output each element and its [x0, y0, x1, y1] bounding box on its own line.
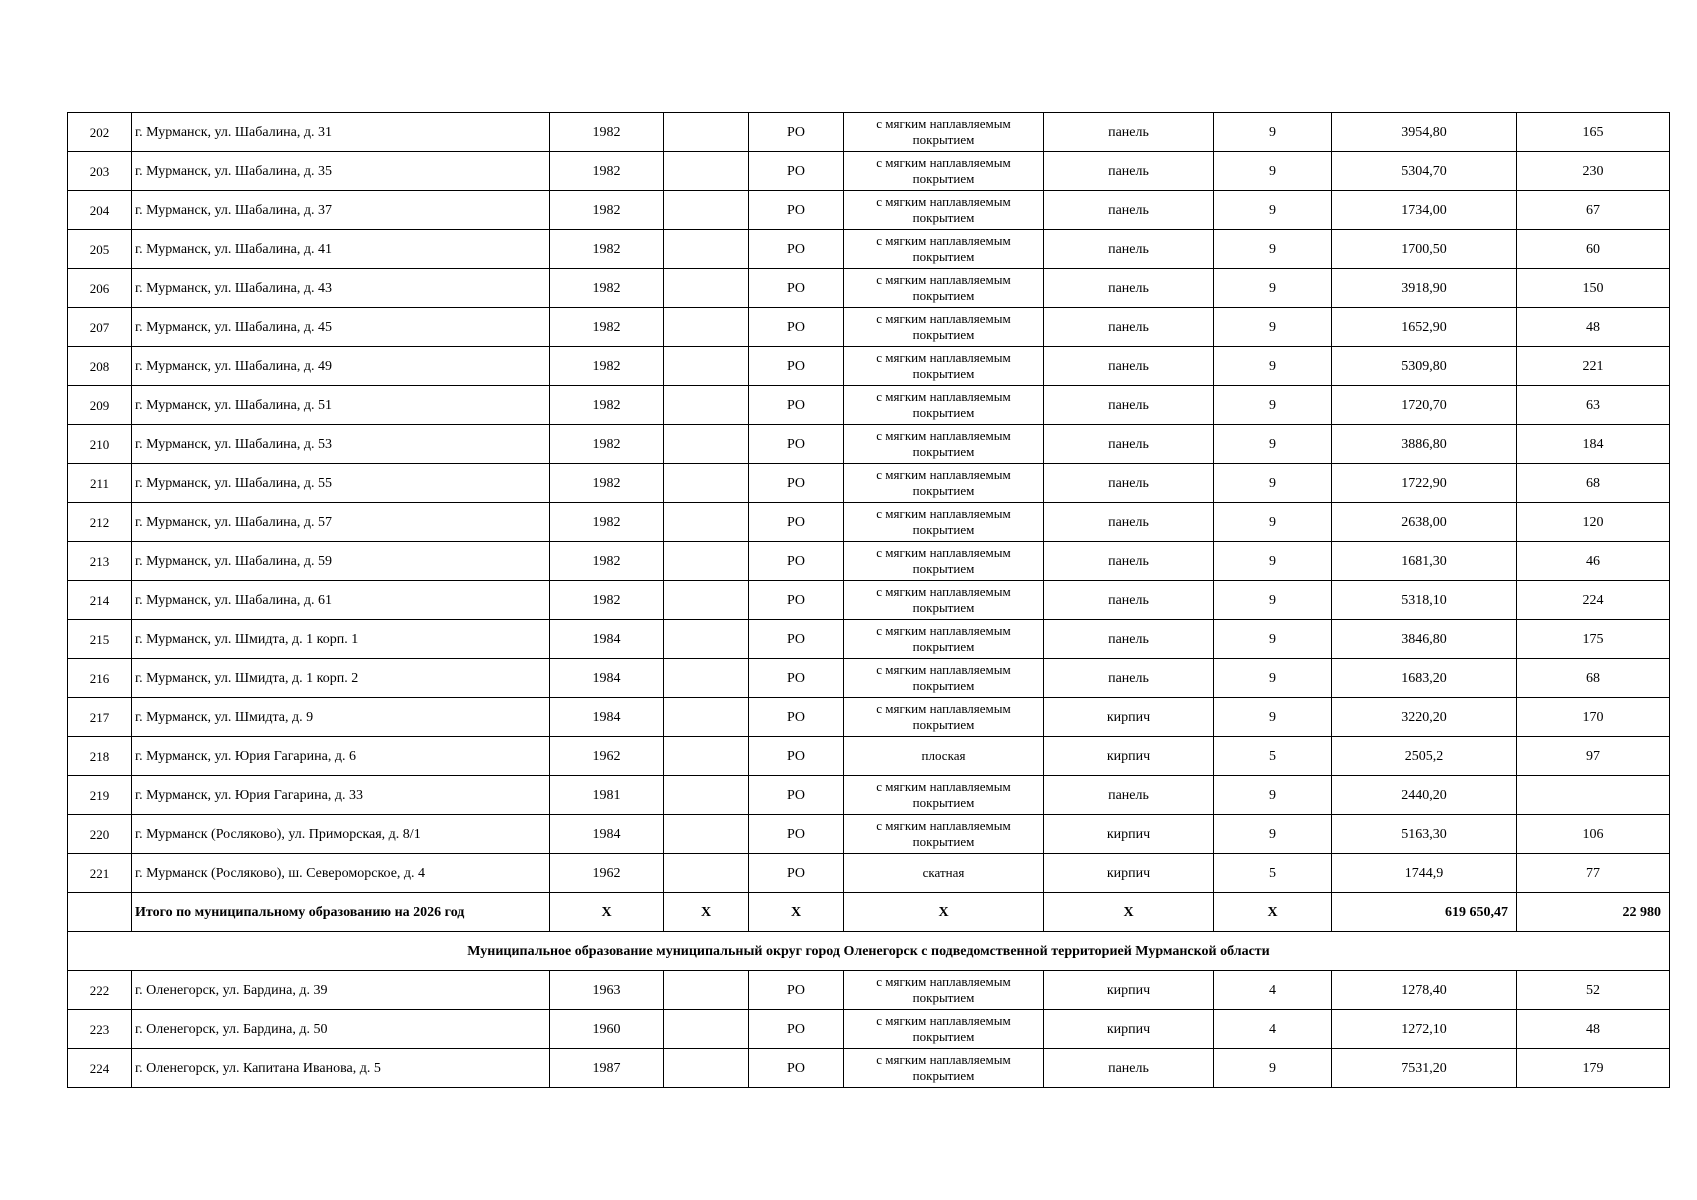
year-cell: 1982 [550, 386, 664, 425]
floors-cell: 9 [1214, 308, 1332, 347]
wall-material-cell: панель [1044, 269, 1214, 308]
floors-cell: 9 [1214, 620, 1332, 659]
roof-type-cell: с мягким наплавляемым покрытием [844, 230, 1044, 269]
empty-cell [664, 776, 749, 815]
empty-cell [664, 464, 749, 503]
total-number-cell [68, 893, 132, 932]
address-cell: г. Мурманск, ул. Шабалина, д. 59 [132, 542, 550, 581]
empty-cell [664, 542, 749, 581]
table-row [68, 113, 1670, 152]
roof-type-cell: с мягким наплавляемым покрытием [844, 269, 1044, 308]
row-number: 212 [68, 503, 132, 542]
roof-type-cell: с мягким наплавляемым покрытием [844, 815, 1044, 854]
area-cell: 1278,40 [1332, 971, 1517, 1010]
ro-cell: РО [749, 191, 844, 230]
roof-type-cell: с мягким наплавляемым покрытием [844, 971, 1044, 1010]
residents-cell: 170 [1517, 698, 1670, 737]
ro-cell: РО [749, 230, 844, 269]
roof-type-cell: с мягким наплавляемым покрытием [844, 386, 1044, 425]
table-row [68, 503, 1670, 542]
table-row [68, 464, 1670, 503]
ro-cell: РО [749, 581, 844, 620]
roof-type-cell: с мягким наплавляемым покрытием [844, 659, 1044, 698]
area-cell: 5304,70 [1332, 152, 1517, 191]
total-x-mark: X [844, 893, 1044, 932]
roof-type-cell: с мягким наплавляемым покрытием [844, 1010, 1044, 1049]
year-cell: 1982 [550, 503, 664, 542]
ro-cell: РО [749, 698, 844, 737]
floors-cell: 9 [1214, 1049, 1332, 1088]
table-body-murmansk [68, 113, 1670, 893]
wall-material-cell: панель [1044, 581, 1214, 620]
wall-material-cell: панель [1044, 542, 1214, 581]
residents-cell: 68 [1517, 464, 1670, 503]
table-row [68, 191, 1670, 230]
residents-cell: 48 [1517, 308, 1670, 347]
table-row [68, 1049, 1670, 1088]
ro-cell: РО [749, 425, 844, 464]
ro-cell: РО [749, 269, 844, 308]
year-cell: 1962 [550, 737, 664, 776]
address-cell: г. Мурманск, ул. Шабалина, д. 43 [132, 269, 550, 308]
row-number: 223 [68, 1010, 132, 1049]
ro-cell: РО [749, 386, 844, 425]
empty-cell [664, 659, 749, 698]
total-label: Итого по муниципальному образованию на 2026 год [132, 893, 550, 932]
ro-cell: РО [749, 347, 844, 386]
residents-cell: 60 [1517, 230, 1670, 269]
row-number: 214 [68, 581, 132, 620]
table-row [68, 698, 1670, 737]
row-number: 224 [68, 1049, 132, 1088]
floors-cell: 9 [1214, 776, 1332, 815]
ro-cell: РО [749, 971, 844, 1010]
empty-cell [664, 269, 749, 308]
wall-material-cell: панель [1044, 1049, 1214, 1088]
row-number: 216 [68, 659, 132, 698]
residents-cell [1517, 776, 1670, 815]
wall-material-cell: панель [1044, 230, 1214, 269]
address-cell: г. Оленегорск, ул. Бардина, д. 39 [132, 971, 550, 1010]
ro-cell: РО [749, 737, 844, 776]
floors-cell: 5 [1214, 854, 1332, 893]
address-cell: г. Мурманск, ул. Шабалина, д. 53 [132, 425, 550, 464]
empty-cell [664, 1049, 749, 1088]
address-cell: г. Мурманск, ул. Шабалина, д. 57 [132, 503, 550, 542]
table-row [68, 620, 1670, 659]
year-cell: 1984 [550, 698, 664, 737]
wall-material-cell: панель [1044, 308, 1214, 347]
address-cell: г. Мурманск, ул. Шабалина, д. 45 [132, 308, 550, 347]
area-cell: 1681,30 [1332, 542, 1517, 581]
ro-cell: РО [749, 776, 844, 815]
wall-material-cell: панель [1044, 659, 1214, 698]
empty-cell [664, 191, 749, 230]
year-cell: 1982 [550, 347, 664, 386]
roof-type-cell: с мягким наплавляемым покрытием [844, 1049, 1044, 1088]
total-row [68, 893, 1670, 932]
wall-material-cell: панель [1044, 776, 1214, 815]
row-number: 221 [68, 854, 132, 893]
area-cell: 2505,2 [1332, 737, 1517, 776]
year-cell: 1982 [550, 425, 664, 464]
row-number: 222 [68, 971, 132, 1010]
residents-cell: 52 [1517, 971, 1670, 1010]
floors-cell: 4 [1214, 971, 1332, 1010]
year-cell: 1984 [550, 659, 664, 698]
address-cell: г. Мурманск, ул. Шабалина, д. 31 [132, 113, 550, 152]
address-cell: г. Мурманск, ул. Юрия Гагарина, д. 6 [132, 737, 550, 776]
ro-cell: РО [749, 815, 844, 854]
residents-cell: 48 [1517, 1010, 1670, 1049]
area-cell: 1722,90 [1332, 464, 1517, 503]
section-header-row [68, 932, 1670, 971]
ro-cell: РО [749, 1049, 844, 1088]
empty-cell [664, 308, 749, 347]
empty-cell [664, 581, 749, 620]
address-cell: г. Мурманск, ул. Шабалина, д. 35 [132, 152, 550, 191]
residents-cell: 97 [1517, 737, 1670, 776]
area-cell: 2440,20 [1332, 776, 1517, 815]
table-row [68, 269, 1670, 308]
year-cell: 1981 [550, 776, 664, 815]
ro-cell: РО [749, 152, 844, 191]
wall-material-cell: панель [1044, 347, 1214, 386]
row-number: 206 [68, 269, 132, 308]
area-cell: 3918,90 [1332, 269, 1517, 308]
table-row [68, 152, 1670, 191]
row-number: 211 [68, 464, 132, 503]
residents-cell: 230 [1517, 152, 1670, 191]
row-number: 217 [68, 698, 132, 737]
wall-material-cell: кирпич [1044, 737, 1214, 776]
roof-type-cell: с мягким наплавляемым покрытием [844, 308, 1044, 347]
roof-type-cell: скатная [844, 854, 1044, 893]
row-number: 202 [68, 113, 132, 152]
table-row [68, 581, 1670, 620]
roof-type-cell: с мягким наплавляемым покрытием [844, 191, 1044, 230]
address-cell: г. Мурманск (Росляково), ул. Приморская, д. 8/1 [132, 815, 550, 854]
ro-cell: РО [749, 113, 844, 152]
residents-cell: 165 [1517, 113, 1670, 152]
ro-cell: РО [749, 1010, 844, 1049]
year-cell: 1984 [550, 620, 664, 659]
area-cell: 5163,30 [1332, 815, 1517, 854]
wall-material-cell: панель [1044, 620, 1214, 659]
floors-cell: 9 [1214, 815, 1332, 854]
area-cell: 1652,90 [1332, 308, 1517, 347]
roof-type-cell: с мягким наплавляемым покрытием [844, 581, 1044, 620]
wall-material-cell: кирпич [1044, 698, 1214, 737]
empty-cell [664, 113, 749, 152]
table-row [68, 1010, 1670, 1049]
row-number: 208 [68, 347, 132, 386]
year-cell: 1982 [550, 230, 664, 269]
roof-type-cell: с мягким наплавляемым покрытием [844, 347, 1044, 386]
floors-cell: 4 [1214, 1010, 1332, 1049]
residents-cell: 63 [1517, 386, 1670, 425]
ro-cell: РО [749, 308, 844, 347]
area-cell: 5318,10 [1332, 581, 1517, 620]
address-cell: г. Мурманск, ул. Шмидта, д. 1 корп. 2 [132, 659, 550, 698]
area-cell: 1272,10 [1332, 1010, 1517, 1049]
empty-cell [664, 152, 749, 191]
section-title: Муниципальное образование муниципальный округ город Оленегорск с подведомственной территорией Мурманской области [68, 932, 1670, 971]
floors-cell: 9 [1214, 191, 1332, 230]
year-cell: 1982 [550, 581, 664, 620]
row-number: 219 [68, 776, 132, 815]
residents-cell: 175 [1517, 620, 1670, 659]
ro-cell: РО [749, 503, 844, 542]
wall-material-cell: панель [1044, 503, 1214, 542]
row-number: 213 [68, 542, 132, 581]
row-number: 215 [68, 620, 132, 659]
wall-material-cell: панель [1044, 425, 1214, 464]
year-cell: 1982 [550, 152, 664, 191]
roof-type-cell: с мягким наплавляемым покрытием [844, 698, 1044, 737]
year-cell: 1982 [550, 542, 664, 581]
residents-cell: 221 [1517, 347, 1670, 386]
wall-material-cell: панель [1044, 152, 1214, 191]
empty-cell [664, 620, 749, 659]
residents-cell: 179 [1517, 1049, 1670, 1088]
roof-type-cell: с мягким наплавляемым покрытием [844, 776, 1044, 815]
residents-cell: 150 [1517, 269, 1670, 308]
table-row [68, 971, 1670, 1010]
address-cell: г. Мурманск (Росляково), ш. Североморское, д. 4 [132, 854, 550, 893]
year-cell: 1984 [550, 815, 664, 854]
roof-type-cell: плоская [844, 737, 1044, 776]
table-row [68, 347, 1670, 386]
address-cell: г. Мурманск, ул. Шабалина, д. 41 [132, 230, 550, 269]
year-cell: 1987 [550, 1049, 664, 1088]
wall-material-cell: кирпич [1044, 854, 1214, 893]
year-cell: 1982 [550, 464, 664, 503]
empty-cell [664, 503, 749, 542]
address-cell: г. Оленегорск, ул. Капитана Иванова, д. 5 [132, 1049, 550, 1088]
address-cell: г. Мурманск, ул. Шмидта, д. 1 корп. 1 [132, 620, 550, 659]
area-cell: 2638,00 [1332, 503, 1517, 542]
address-cell: г. Мурманск, ул. Юрия Гагарина, д. 33 [132, 776, 550, 815]
empty-cell [664, 386, 749, 425]
ro-cell: РО [749, 659, 844, 698]
residents-cell: 77 [1517, 854, 1670, 893]
total-x-mark: X [550, 893, 664, 932]
wall-material-cell: панель [1044, 386, 1214, 425]
address-cell: г. Оленегорск, ул. Бардина, д. 50 [132, 1010, 550, 1049]
total-x-mark: X [1214, 893, 1332, 932]
residents-cell: 120 [1517, 503, 1670, 542]
empty-cell [664, 698, 749, 737]
table-total [68, 893, 1670, 971]
floors-cell: 9 [1214, 269, 1332, 308]
row-number: 218 [68, 737, 132, 776]
residents-cell: 68 [1517, 659, 1670, 698]
empty-cell [664, 1010, 749, 1049]
area-cell: 1683,20 [1332, 659, 1517, 698]
empty-cell [664, 347, 749, 386]
floors-cell: 9 [1214, 542, 1332, 581]
wall-material-cell: кирпич [1044, 1010, 1214, 1049]
floors-cell: 9 [1214, 230, 1332, 269]
year-cell: 1982 [550, 113, 664, 152]
table-row [68, 854, 1670, 893]
area-cell: 3886,80 [1332, 425, 1517, 464]
floors-cell: 9 [1214, 113, 1332, 152]
row-number: 207 [68, 308, 132, 347]
roof-type-cell: с мягким наплавляемым покрытием [844, 152, 1044, 191]
table-body-olenegorsk [68, 971, 1670, 1088]
area-cell: 3846,80 [1332, 620, 1517, 659]
table-row [68, 737, 1670, 776]
residents-cell: 184 [1517, 425, 1670, 464]
row-number: 203 [68, 152, 132, 191]
address-cell: г. Мурманск, ул. Шабалина, д. 61 [132, 581, 550, 620]
row-number: 205 [68, 230, 132, 269]
total-x-mark: X [749, 893, 844, 932]
wall-material-cell: кирпич [1044, 971, 1214, 1010]
address-cell: г. Мурманск, ул. Шабалина, д. 55 [132, 464, 550, 503]
area-cell: 7531,20 [1332, 1049, 1517, 1088]
housing-table [67, 112, 1670, 1088]
year-cell: 1982 [550, 308, 664, 347]
roof-type-cell: с мягким наплавляемым покрытием [844, 464, 1044, 503]
total-x-mark: X [1044, 893, 1214, 932]
wall-material-cell: кирпич [1044, 815, 1214, 854]
table-row [68, 542, 1670, 581]
roof-type-cell: с мягким наплавляемым покрытием [844, 113, 1044, 152]
row-number: 210 [68, 425, 132, 464]
area-cell: 1744,9 [1332, 854, 1517, 893]
residents-cell: 106 [1517, 815, 1670, 854]
floors-cell: 5 [1214, 737, 1332, 776]
floors-cell: 9 [1214, 464, 1332, 503]
table-row [68, 386, 1670, 425]
address-cell: г. Мурманск, ул. Шабалина, д. 37 [132, 191, 550, 230]
floors-cell: 9 [1214, 581, 1332, 620]
area-cell: 3954,80 [1332, 113, 1517, 152]
roof-type-cell: с мягким наплавляемым покрытием [844, 542, 1044, 581]
residents-cell: 46 [1517, 542, 1670, 581]
area-cell: 1700,50 [1332, 230, 1517, 269]
table-row [68, 230, 1670, 269]
roof-type-cell: с мягким наплавляемым покрытием [844, 503, 1044, 542]
year-cell: 1982 [550, 191, 664, 230]
area-cell: 1734,00 [1332, 191, 1517, 230]
year-cell: 1982 [550, 269, 664, 308]
year-cell: 1962 [550, 854, 664, 893]
table-row [68, 425, 1670, 464]
area-cell: 1720,70 [1332, 386, 1517, 425]
total-x-mark: X [664, 893, 749, 932]
address-cell: г. Мурманск, ул. Шабалина, д. 51 [132, 386, 550, 425]
roof-type-cell: с мягким наплавляемым покрытием [844, 425, 1044, 464]
floors-cell: 9 [1214, 659, 1332, 698]
empty-cell [664, 971, 749, 1010]
floors-cell: 9 [1214, 347, 1332, 386]
ro-cell: РО [749, 620, 844, 659]
area-cell: 3220,20 [1332, 698, 1517, 737]
empty-cell [664, 854, 749, 893]
empty-cell [664, 737, 749, 776]
ro-cell: РО [749, 854, 844, 893]
empty-cell [664, 230, 749, 269]
row-number: 204 [68, 191, 132, 230]
ro-cell: РО [749, 464, 844, 503]
table-row [68, 308, 1670, 347]
year-cell: 1960 [550, 1010, 664, 1049]
total-area: 619 650,47 [1332, 893, 1517, 932]
roof-type-cell: с мягким наплавляемым покрытием [844, 620, 1044, 659]
address-cell: г. Мурманск, ул. Шабалина, д. 49 [132, 347, 550, 386]
table-row [68, 815, 1670, 854]
ro-cell: РО [749, 542, 844, 581]
wall-material-cell: панель [1044, 191, 1214, 230]
area-cell: 5309,80 [1332, 347, 1517, 386]
floors-cell: 9 [1214, 503, 1332, 542]
floors-cell: 9 [1214, 698, 1332, 737]
floors-cell: 9 [1214, 152, 1332, 191]
address-cell: г. Мурманск, ул. Шмидта, д. 9 [132, 698, 550, 737]
residents-cell: 224 [1517, 581, 1670, 620]
row-number: 220 [68, 815, 132, 854]
wall-material-cell: панель [1044, 113, 1214, 152]
table-row [68, 659, 1670, 698]
empty-cell [664, 815, 749, 854]
residents-cell: 67 [1517, 191, 1670, 230]
year-cell: 1963 [550, 971, 664, 1010]
empty-cell [664, 425, 749, 464]
row-number: 209 [68, 386, 132, 425]
table-row [68, 776, 1670, 815]
wall-material-cell: панель [1044, 464, 1214, 503]
total-residents: 22 980 [1517, 893, 1670, 932]
floors-cell: 9 [1214, 386, 1332, 425]
floors-cell: 9 [1214, 425, 1332, 464]
